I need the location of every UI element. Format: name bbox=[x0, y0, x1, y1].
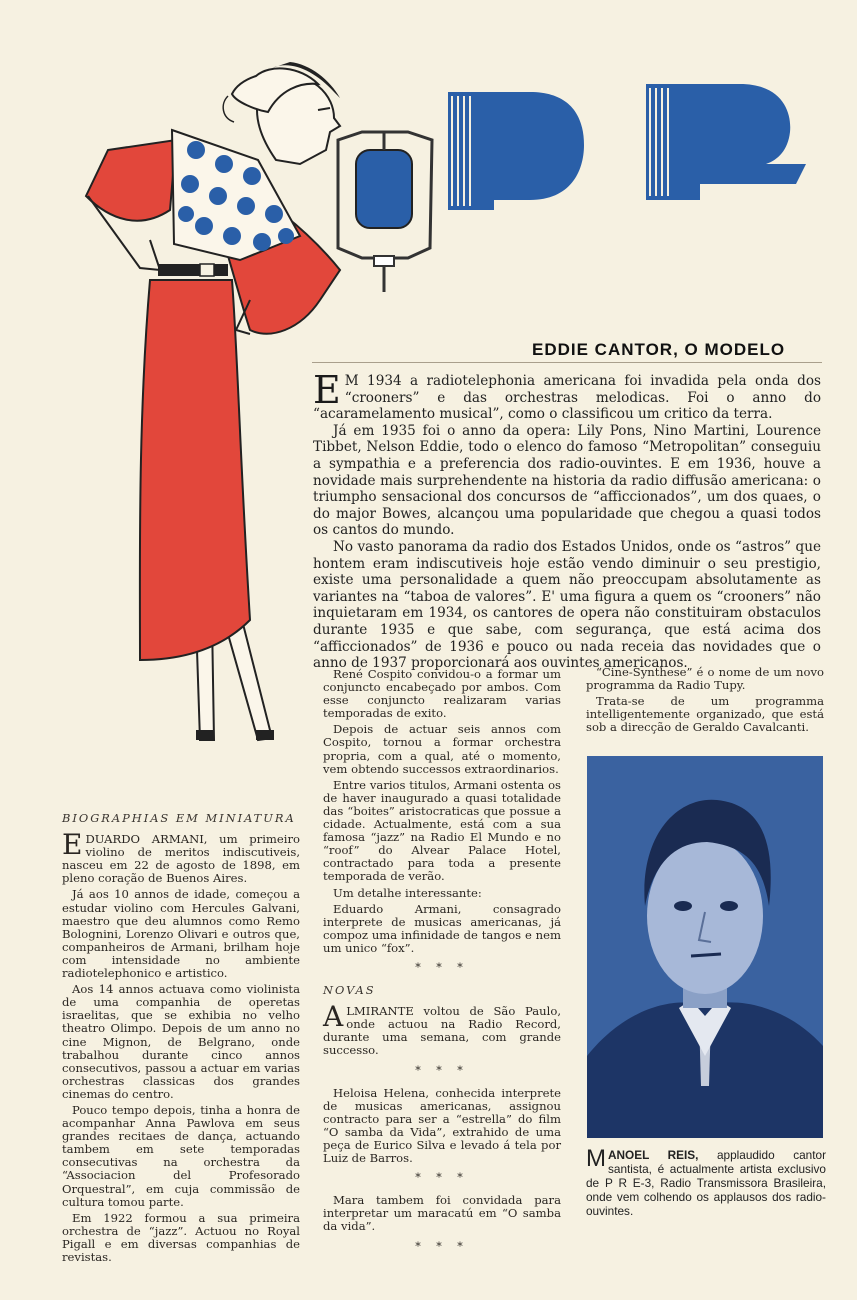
logo-letter-p bbox=[448, 92, 584, 210]
mid-paragraph-2: Depois de actuar seis annos com Cospito, tornou a formar orchestra propria, com a qual, até o momento, vem obtendo successos extraordinarios. bbox=[323, 722, 561, 776]
section-divider-stars: * * * bbox=[415, 960, 469, 974]
pr-logo bbox=[448, 84, 806, 210]
caption-text: applaudido cantor santista, é actualmente artista exclusivo de P R E-3, Radio Transmissora Brasileira, onde vem colhendo os applausos dos radio-ouvintes. bbox=[586, 1148, 826, 1218]
headline-rule bbox=[312, 362, 822, 363]
novas-dropcap: A bbox=[323, 1000, 344, 1034]
section-title-novas: NOVAS bbox=[323, 983, 376, 998]
bio-p1-text: DUARDO ARMANI, um primeiro violino de meritos indiscutiveis, nasceu em 22 de agosto de 1898, em pleno coração de Buenos Aires. bbox=[62, 832, 300, 886]
section-divider-stars: * * * bbox=[415, 1239, 469, 1253]
portrait-photo bbox=[587, 756, 823, 1138]
mid-paragraph-3: Entre varios titulos, Armani ostenta os de haver inaugurado a quasi totalidade das “boites” aristocraticas que possue a cidade. Actualmente, está com a sua famosa “jazz” na Radio El Mundo e no “roof” do Alvear Palace Hotel, contractado para toda a presente temporada de verão. bbox=[323, 777, 561, 884]
bio-paragraph-4: Pouco tempo depois, tinha a honra de acompanhar Anna Pawlova em seus grandes recitaes de dança, actuando tambem em sete temporadas consecutivas na orchestra da “Associacion del Profesorado Orquestral”, em cuja commissão de cultura tomou parte. bbox=[62, 1102, 300, 1209]
novas-paragraph-2: Heloisa Helena, conhecida interprete de musicas americanas, assignou contracto para ser a “estrella” do film “O samba da Vida”, extrahido de uma peça de Eurico Silva e levado á tela por Luiz de Barros. bbox=[323, 1085, 561, 1166]
bio-dropcap: E bbox=[62, 828, 83, 862]
singer-illustration bbox=[86, 62, 340, 740]
novas-p1-text: LMIRANTE voltou de São Paulo, onde actuou na Radio Record, durante uma semana, com grande successo. bbox=[323, 1004, 561, 1058]
section-divider-stars: * * * bbox=[415, 1063, 469, 1077]
right-paragraph-2: Trata-se de um programma intelligentemente organizado, que está sob a direcção de Geraldo Cavalcanti. bbox=[586, 694, 824, 735]
logo-letter-r bbox=[646, 84, 806, 200]
article-headline: EDDIE CANTOR, O MODELO bbox=[532, 340, 786, 359]
lead-paragraph-2: Já em 1935 foi o anno da opera: Lily Pons, Nino Martini, Lourence Tibbet, Nelson Eddie, todo o elenco do famoso “Metropolitan” conseguiu a sympathia e a preferencia dos radio-ouvintes. E em 1936, houve a novidade mais surprehendente na historia da radio diffusão americana: o triumpho sensacional dos concursos de “afficcionados”, um dos quaes, o do major Bowes, alcançou uma popularidade que chegou a quasi todos os cantos do mundo. bbox=[313, 422, 821, 539]
right-paragraph-1: “Cine-Synthese” é o nome de um novo programma da Radio Tupy. bbox=[586, 665, 824, 693]
lead-paragraph-1 bbox=[313, 368, 821, 423]
photo-caption bbox=[586, 1145, 826, 1218]
right-column bbox=[586, 666, 824, 737]
caption-dropcap: M bbox=[586, 1145, 606, 1172]
mid-paragraph-5: Eduardo Armani, consagrado interprete de musicas americanas, já compoz uma infinidade de tangos e nem um unico “fox”. bbox=[323, 901, 561, 955]
middle-column bbox=[323, 668, 561, 1263]
bio-paragraph-5: Em 1922 formou a sua primeira orchestra de “jazz”. Actuou no Royal Pigall e em diversas companhias de revistas. bbox=[62, 1210, 300, 1264]
lead-paragraph-3: No vasto panorama da radio dos Estados Unidos, onde os “astros” que hontem eram indiscutiveis hoje estão vendo diminuir o seu prestigio, existe uma personalidade a quem não preoccupam absolutamente as variantes na “taboa de valores”. E' uma figura a quem os “crooners” não inquietaram em 1934, os cantores de opera não constituiram obstaculos durante 1935 e que sabe, com segurança, que está acima dos “afficcionados” de 1936 e pouco ou nada receia das novidades que o anno de 1937 proporcionará aos ouvintes americanos. bbox=[313, 538, 821, 672]
bio-paragraph-3: Aos 14 annos actuava como violinista de uma companhia de operetas israelitas, que se exhibia no velho theatro Olimpo. Depois de um anno no cine Mignon, de Belgrano, onde trabalhou durante cinco annos consecutivos, passou a actuar em varias orchestras classicas dos grandes cinemas do centro. bbox=[62, 982, 300, 1101]
novas-paragraph-3: Mara tambem foi convidada para interpretar um maracatú em “O samba da vida”. bbox=[323, 1193, 561, 1234]
bio-paragraph-1 bbox=[62, 828, 300, 886]
novas-paragraph-1 bbox=[323, 1000, 561, 1058]
section-divider-stars: * * * bbox=[415, 1171, 469, 1185]
portrait-image bbox=[587, 756, 823, 1138]
lead-p1-text: M 1934 a radiotelephonia americana foi invadida pela onda dos “crooners” e das orchestras melodicas. Foi o anno do “acaramelamento musical”, como o classificou um critico da terra. bbox=[313, 373, 821, 423]
bio-paragraph-2: Já aos 10 annos de idade, começou a estudar violino com Hercules Galvani, maestro que deu alumnos como Remo Bolognini, Lorenzo Olivari e outros que, companheiros de Armani, brilham hoje com intensidade no ambiente radiotelephonico e artistico. bbox=[62, 887, 300, 981]
mid-paragraph-1: René Cospito convidou-o a formar um conjuncto encabeçado por ambos. Com esse conjuncto realizaram varias temporadas de exito. bbox=[323, 667, 561, 721]
lead-dropcap: E bbox=[313, 368, 341, 412]
section-title-biographias: BIOGRAPHIAS EM MINIATURA bbox=[62, 811, 296, 825]
left-column bbox=[62, 812, 300, 1267]
caption-name: ANOEL REIS, bbox=[608, 1148, 699, 1162]
microphone-illustration bbox=[338, 132, 432, 292]
mid-paragraph-4: Um detalhe interessante: bbox=[333, 885, 482, 900]
lead-article bbox=[313, 368, 821, 672]
